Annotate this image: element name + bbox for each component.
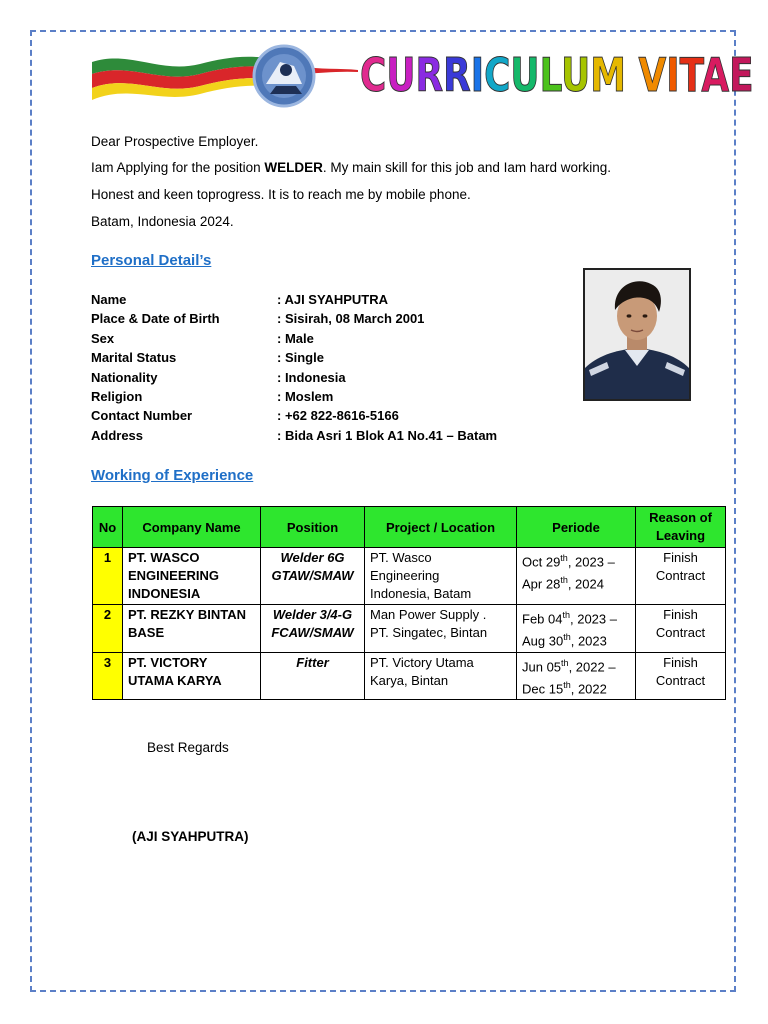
cell-line: Welder 3/4-G	[272, 607, 353, 622]
period-pre: Dec 15	[522, 681, 564, 697]
cell-reason	[636, 652, 726, 700]
profile-photo	[583, 268, 691, 401]
cell-line: Karya, Bintan	[370, 672, 449, 688]
letter-line-1	[91, 160, 611, 175]
table-row	[93, 605, 726, 653]
letter-line-1-end: . My main skill for this job and Iam hard working.	[322, 160, 611, 175]
letter-greeting: Dear Prospective Employer.	[91, 134, 259, 149]
table-row	[93, 652, 726, 700]
header	[90, 44, 754, 112]
cell-line: PT. Singatec, Bintan	[370, 625, 488, 640]
table-row	[93, 548, 726, 605]
cell-position	[261, 548, 365, 605]
welder-logo-banner	[90, 44, 360, 112]
period-pre: Oct 29	[522, 554, 561, 570]
closing-regards: Best Regards	[147, 740, 229, 755]
header-position: Position	[261, 507, 365, 548]
header-company: Company Name	[123, 507, 261, 548]
title-letter: L	[539, 48, 562, 102]
title-letter: U	[386, 48, 416, 102]
detail-label: Religion	[91, 388, 143, 404]
cell-line: Fitter	[296, 654, 329, 670]
header-no: No	[93, 507, 123, 548]
cell-line: Finish	[663, 550, 698, 565]
experience-table	[92, 506, 726, 700]
cell-line: Welder 6G	[280, 550, 345, 565]
title-letter: M	[590, 48, 627, 102]
detail-label: Contact Number	[91, 408, 193, 424]
cell-position	[261, 605, 365, 653]
period-sup: th	[563, 679, 571, 690]
detail-value: : +62 822-8616-5166	[277, 408, 399, 424]
letter-line-3: Batam, Indonesia 2024.	[91, 214, 234, 229]
cell-line: PT. REZKY BINTAN	[128, 607, 246, 622]
header-project: Project / Location	[365, 507, 517, 548]
position-highlight: WELDER	[264, 160, 323, 175]
detail-value: : Male	[277, 330, 314, 346]
detail-label: Place & Date of Birth	[91, 311, 220, 327]
personal-details-list	[91, 292, 497, 447]
period-sup: th	[561, 657, 569, 668]
detail-row	[91, 331, 497, 350]
cell-project	[365, 548, 517, 605]
cell-period	[517, 652, 636, 700]
cell-position	[261, 652, 365, 700]
experience-heading: Working of Experience	[91, 467, 254, 484]
cell-no: 1	[93, 548, 123, 605]
cell-line: UTAMA KARYA	[128, 672, 222, 688]
period-pre: Aug 30	[522, 633, 564, 649]
cell-line: Indonesia, Batam	[370, 586, 472, 601]
detail-row	[91, 389, 497, 408]
cell-line: Contract	[655, 672, 706, 688]
cell-no: 3	[93, 652, 123, 700]
table-header-row	[93, 507, 726, 548]
cell-company	[123, 652, 261, 700]
cell-line: PT. VICTORY	[128, 654, 208, 670]
title-letter: V	[638, 48, 667, 102]
detail-label: Name	[91, 292, 127, 307]
period-post: , 2022	[570, 681, 607, 697]
cell-line: PT. Wasco	[370, 550, 432, 565]
title-letter: A	[701, 48, 730, 102]
cell-line: PT. WASCO	[128, 550, 200, 565]
detail-label: Marital Status	[91, 350, 177, 366]
title-letter: U	[561, 48, 591, 102]
period-sup: th	[560, 575, 568, 586]
cell-company	[123, 605, 261, 653]
cell-no: 2	[93, 605, 123, 653]
cell-reason	[636, 605, 726, 653]
cell-line: Finish	[663, 654, 698, 670]
title-letter: R	[443, 48, 471, 102]
cell-line: Man Power Supply .	[370, 607, 487, 622]
detail-value: : Bida Asri 1 Blok A1 No.41 – Batam	[277, 427, 498, 443]
detail-row	[91, 311, 497, 330]
period-post: , 2023	[570, 633, 607, 649]
header-reason: Reason of Leaving	[636, 507, 726, 548]
cell-period	[517, 605, 636, 653]
title-letter: T	[679, 48, 702, 102]
cell-reason	[636, 548, 726, 605]
cell-line: BASE	[128, 625, 165, 640]
detail-row	[91, 350, 497, 369]
cell-period	[517, 548, 636, 605]
detail-value: : AJI SYAHPUTRA	[277, 292, 389, 307]
detail-row	[91, 408, 497, 427]
period-pre: Feb 04	[522, 611, 563, 627]
title-letter: C	[360, 48, 387, 102]
period-sup: th	[560, 553, 568, 563]
cell-line: INDONESIA	[128, 586, 201, 601]
period-pre: Apr 28	[522, 576, 561, 592]
cell-line: Contract	[655, 625, 706, 640]
detail-value: : Sisirah, 08 March 2001	[277, 311, 425, 327]
document-title	[360, 48, 754, 102]
personal-detail-heading: Personal Detail’s	[91, 252, 212, 269]
signature-name: (AJI SYAHPUTRA)	[132, 829, 249, 844]
period-post: , 2023 –	[570, 611, 617, 627]
detail-row	[91, 370, 497, 389]
detail-label: Address	[91, 427, 144, 443]
cell-line: PT. Victory Utama	[370, 654, 474, 670]
cell-company	[123, 548, 261, 605]
cell-project	[365, 605, 517, 653]
title-letter	[626, 48, 638, 102]
title-letter: I	[470, 48, 485, 102]
header-period: Periode	[517, 507, 636, 548]
experience-rows	[93, 548, 726, 700]
period-post: , 2022 –	[568, 658, 616, 674]
cell-line: Engineering	[370, 568, 440, 583]
period-sup: th	[562, 610, 570, 620]
title-letter: C	[484, 48, 511, 102]
period-sup: th	[563, 632, 571, 643]
cell-line: Contract	[655, 568, 706, 583]
cell-line: Finish	[663, 607, 698, 622]
title-letter: E	[729, 48, 754, 102]
letter-line-1-start: Iam Applying for the position	[91, 160, 265, 175]
period-post: , 2024	[567, 576, 604, 592]
cell-line: GTAW/SMAW	[271, 568, 354, 583]
cell-line: FCAW/SMAW	[271, 625, 354, 640]
title-letter: R	[415, 48, 444, 102]
letter-line-2: Honest and keen toprogress. It is to reach me by mobile phone.	[91, 187, 471, 202]
title-letter: I	[666, 48, 680, 102]
detail-value: : Moslem	[277, 388, 334, 404]
cell-line: ENGINEERING	[128, 568, 220, 583]
period-post: , 2023 –	[567, 554, 615, 570]
detail-value: : Single	[277, 350, 324, 366]
cell-project	[365, 652, 517, 700]
title-letter: U	[510, 48, 540, 102]
detail-label: Nationality	[91, 369, 158, 385]
period-pre: Jun 05	[522, 658, 562, 674]
detail-label: Sex	[91, 330, 115, 346]
detail-row	[91, 292, 497, 311]
detail-row	[91, 428, 497, 447]
detail-value: : Indonesia	[277, 369, 346, 385]
